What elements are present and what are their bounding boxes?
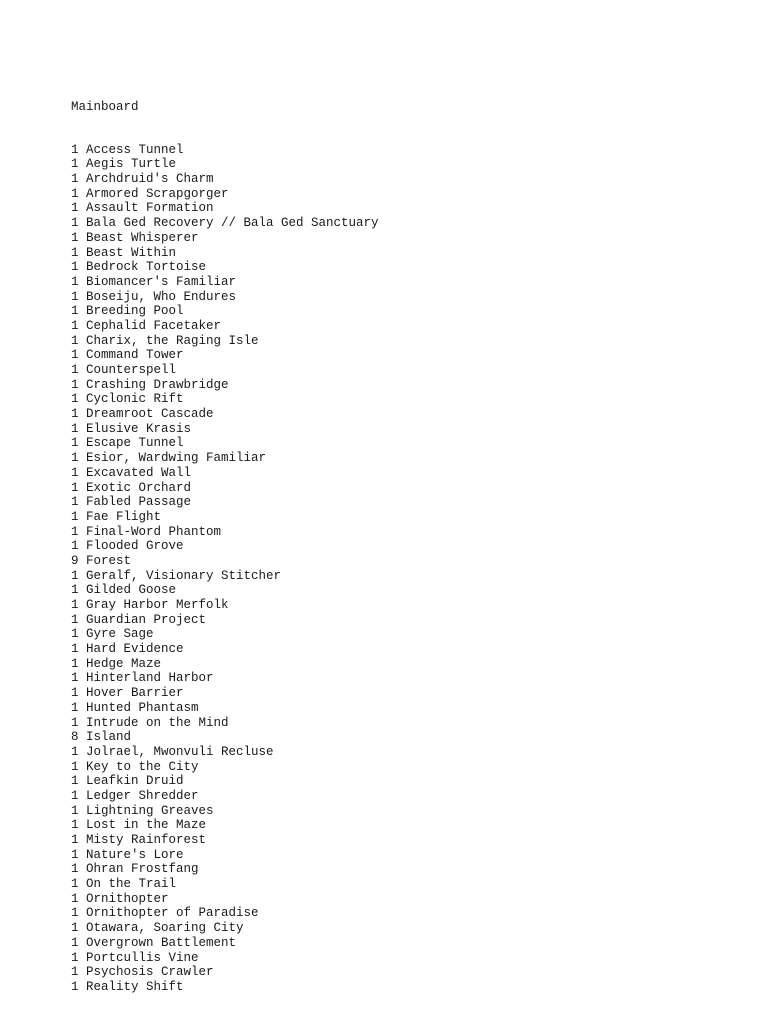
card-line: 1 Cephalid Facetaker [71, 318, 222, 333]
card-line: 1 Final-Word Phantom [71, 524, 222, 539]
card-line: 1 Beast Whisperer [71, 230, 199, 245]
card-line: 1 Hard Evidence [71, 642, 184, 657]
card-line: 1 Intrude on the Mind [71, 715, 229, 730]
card-line: 1 Overgrown Battlement [71, 935, 237, 950]
section-heading: Mainboard [71, 100, 139, 114]
card-line: 1 Elusive Krasis [71, 421, 192, 436]
card-line: 1 Archdruid's Charm [71, 172, 214, 187]
card-line: 1 Dreamroot Cascade [71, 407, 214, 422]
card-line: 1 Flooded Grove [71, 539, 184, 554]
card-line: 1 Fae Flight [71, 509, 162, 524]
card-line: 1 Ohran Frostfang [71, 862, 199, 877]
card-line: 1 Beast Within [71, 245, 177, 260]
card-line: 1 Armored Scrapgorger [71, 186, 229, 201]
card-line: 1 Bala Ged Recovery // Bala Ged Sanctuary [71, 216, 379, 231]
card-line: 1 Ornithopter of Paradise [71, 906, 259, 921]
card-line: 1 Crashing Drawbridge [71, 377, 229, 392]
card-line: 1 Charix, the Raging Isle [71, 333, 259, 348]
card-line: 1 Hunted Phantasm [71, 700, 199, 715]
card-line: 1 Bedrock Tortoise [71, 260, 207, 275]
card-line: 1 Lost in the Maze [71, 818, 207, 833]
card-line: 1 Exotic Orchard [71, 480, 192, 495]
card-line: 1 Biomancer's Familiar [71, 274, 237, 289]
card-line: 1 Gilded Goose [71, 583, 177, 598]
card-line: 8 Island [71, 730, 132, 745]
card-line: 1 Ornithopter [71, 891, 169, 906]
card-line: 1 Misty Rainforest [71, 833, 207, 847]
card-line: 1 Excavated Wall [71, 465, 192, 480]
card-line: 1 Hedge Maze [71, 656, 162, 671]
card-line: 1 Hinterland Harbor [71, 671, 214, 686]
card-line: 1 Psychosis Crawler [71, 965, 214, 980]
card-line: 1 Key to the City [71, 759, 199, 774]
card-line: 1 Escape Tunnel [71, 436, 184, 451]
card-line: 1 Jolrael, Mwonvuli Recluse [71, 744, 274, 759]
card-line: 1 Access Tunnel [71, 142, 184, 157]
card-line: 1 Command Tower [71, 348, 184, 363]
card-line: 1 Reality Shift [71, 979, 184, 994]
card-line: 1 Assault Formation [71, 201, 214, 216]
card-line: 1 Gray Harbor Merfolk [71, 598, 229, 612]
card-line: 1 Lightning Greaves [71, 803, 214, 818]
card-line: 1 Hover Barrier [71, 686, 184, 701]
card-line: 1 Counterspell [71, 363, 177, 377]
card-line: 1 Leafkin Druid [71, 774, 184, 789]
card-line: 1 Boseiju, Who Endures [71, 289, 237, 304]
card-line: 1 Breeding Pool [71, 304, 184, 319]
card-line: 1 Geralf, Visionary Stitcher [71, 568, 282, 583]
card-line: 1 Guardian Project [71, 612, 207, 627]
card-list [71, 143, 768, 995]
card-line: 1 Gyre Sage [71, 627, 154, 642]
card-line: 1 Nature's Lore [71, 847, 184, 862]
card-line: 1 Aegis Turtle [71, 157, 177, 172]
card-line: 1 Portcullis Vine [71, 950, 199, 965]
card-line: 9 Forest [71, 553, 132, 568]
decklist-page [71, 72, 768, 1009]
card-line: 1 On the Trail [71, 877, 177, 892]
card-line: 1 Fabled Passage [71, 495, 192, 510]
card-line: 1 Cyclonic Rift [71, 392, 184, 407]
card-line: 1 Otawara, Soaring City [71, 921, 244, 936]
card-line: 1 Esior, Wardwing Familiar [71, 451, 267, 466]
card-line: 1 Ledger Shredder [71, 788, 199, 803]
